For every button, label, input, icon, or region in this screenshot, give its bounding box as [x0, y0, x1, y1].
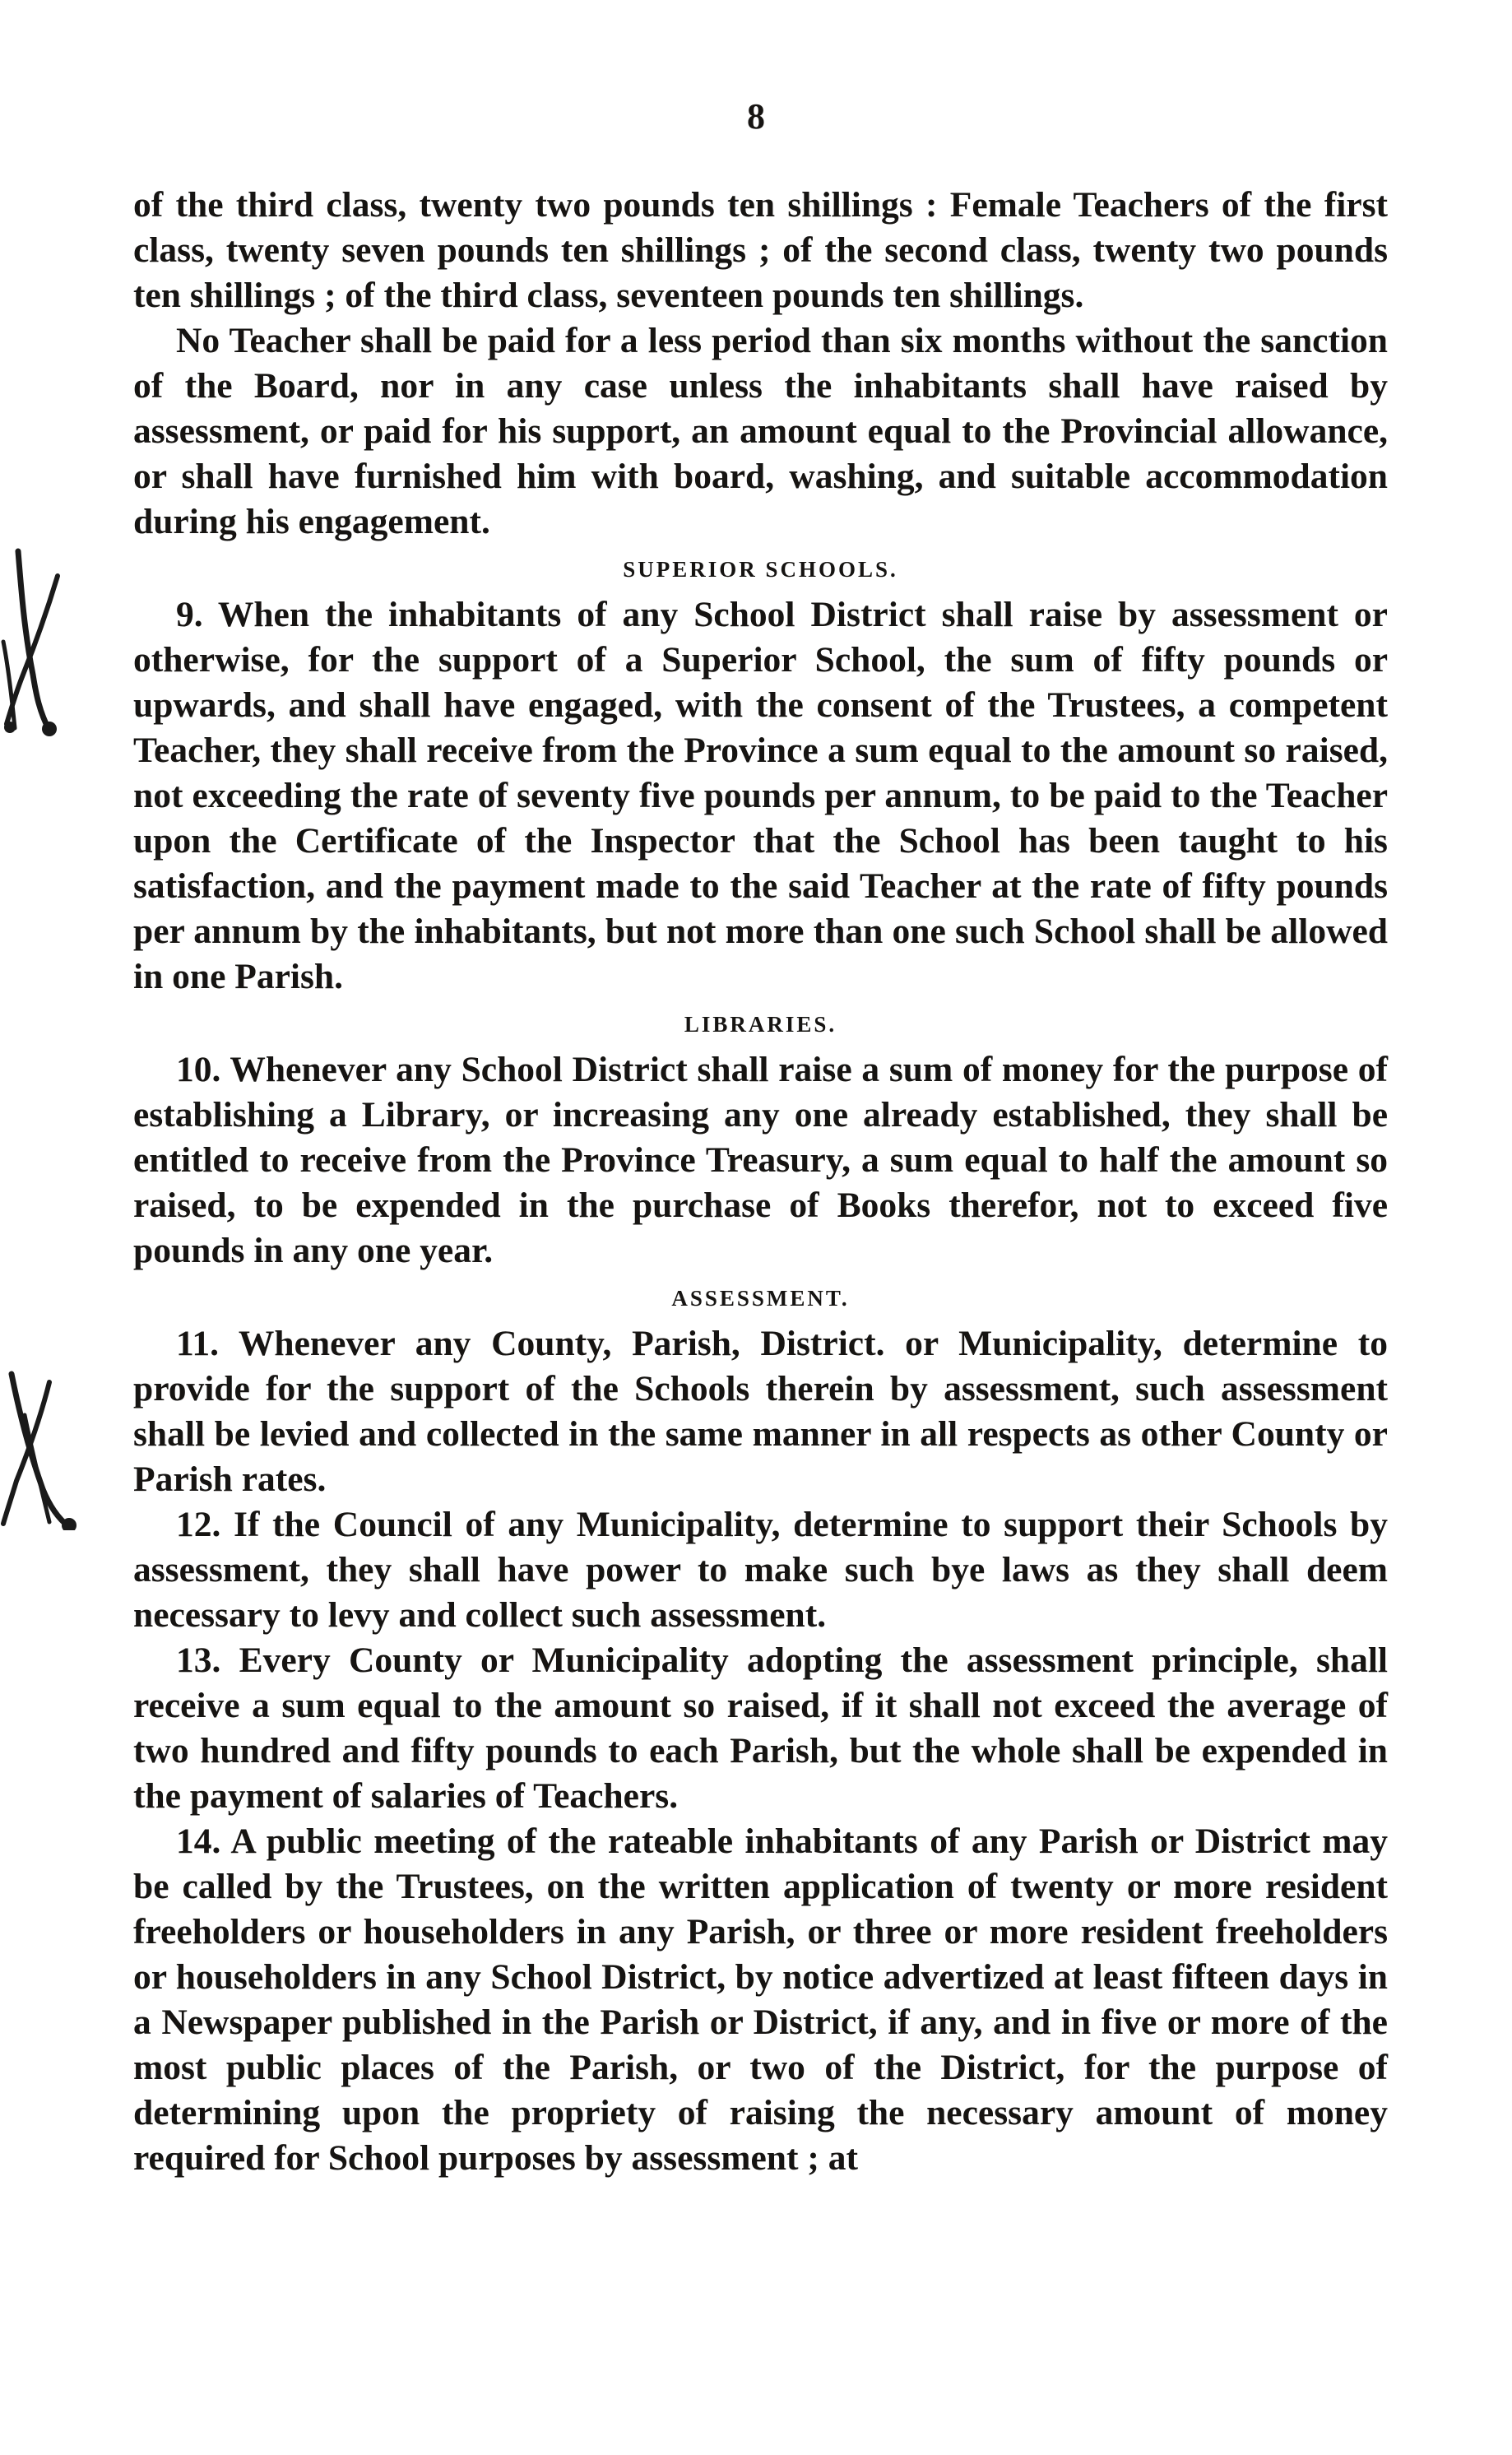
paragraph-13: 13. Every County or Municipality adopting the assessment principle, shall receive a sum equal to the amount so raised, if it shall not exceed the average of two hundred and fifty pounds to each Parish, but the whole shall be expended in the payment of salaries of Teachers. [133, 1641, 1388, 1816]
page-number: 8 [747, 96, 765, 137]
paragraph-10: 10. Whenever any School District shall raise a sum of money for the purpose of establishing a Library, or increasing any one already established, they shall be entitled to receive from the Province Treasury, a sum equal to half the amount so raised, to be expended in the purchase of Books therefor, not to exceed five pounds in any one year. [133, 1050, 1388, 1270]
paragraph-12: 12. If the Council of any Municipality, determine to support their Schools by assessment, they shall have power to make such bye laws as they shall deem necessary to levy and collect such assessment. [133, 1505, 1388, 1635]
paragraph-payment-conditions: No Teacher shall be paid for a less period than six months without the sanction of the Board, nor in any case unless the inhabitants shall have raised by assessment, or paid for his support, an amount equal to the Provincial allowance, or shall have furnished him with board, washing, and suitable accommodation during his engagement. [133, 321, 1388, 541]
paragraph-11: 11. Whenever any County, Parish, District. or Municipality, determine to provide for the support of the Schools therein by assessment, such assessment shall be levied and collected in the same manner in all respects as other County or Parish rates. [133, 1324, 1388, 1499]
paragraph-teacher-salaries-continued: of the third class, twenty two pounds ten shillings : Female Teachers of the first class, twenty seven pounds ten shillings ; of the second class, twenty two pounds ten shillings ; of the third class, seventeen pounds ten shillings. [133, 185, 1388, 315]
paragraph-14: 14. A public meeting of the rateable inhabitants of any Parish or District may be called by the Trustees, on the written application of twenty or more resident freeholders or householders in any Parish, or three or more resident freeholders or householders in any School District, by notice advertized at least fifteen days in a Newspaper published in the Parish or District, if any, and in five or more of the most public places of the Parish, or two of the District, for the purpose of determining upon the propriety of raising the necessary amount of money required for School purposes by assessment ; at [133, 1822, 1388, 2178]
paragraph-9: 9. When the inhabitants of any School District shall raise by assessment or otherwise, for the support of a Superior School, the sum of fifty pounds or upwards, and shall have engaged, with the consent of the Trustees, a competent Teacher, they shall receive from the Province a sum equal to the amount so raised, not exceeding the rate of seventy five pounds per annum, to be paid to the Teacher upon the Certificate of the Inspector that the School has been taught to his satisfaction, and the payment made to the said Teacher at the rate of fifty pounds per annum by the inhabitants, but not more than one such School shall be allowed in one Parish. [133, 595, 1388, 996]
margin-mark-lower [0, 1366, 82, 1530]
document-body [133, 183, 1388, 2181]
margin-mark-upper [0, 543, 74, 740]
section-heading-assessment: ASSESSMENT. [671, 1286, 850, 1311]
section-heading-libraries: LIBRARIES. [684, 1012, 837, 1037]
section-heading-superior-schools: SUPERIOR SCHOOLS. [623, 557, 898, 582]
